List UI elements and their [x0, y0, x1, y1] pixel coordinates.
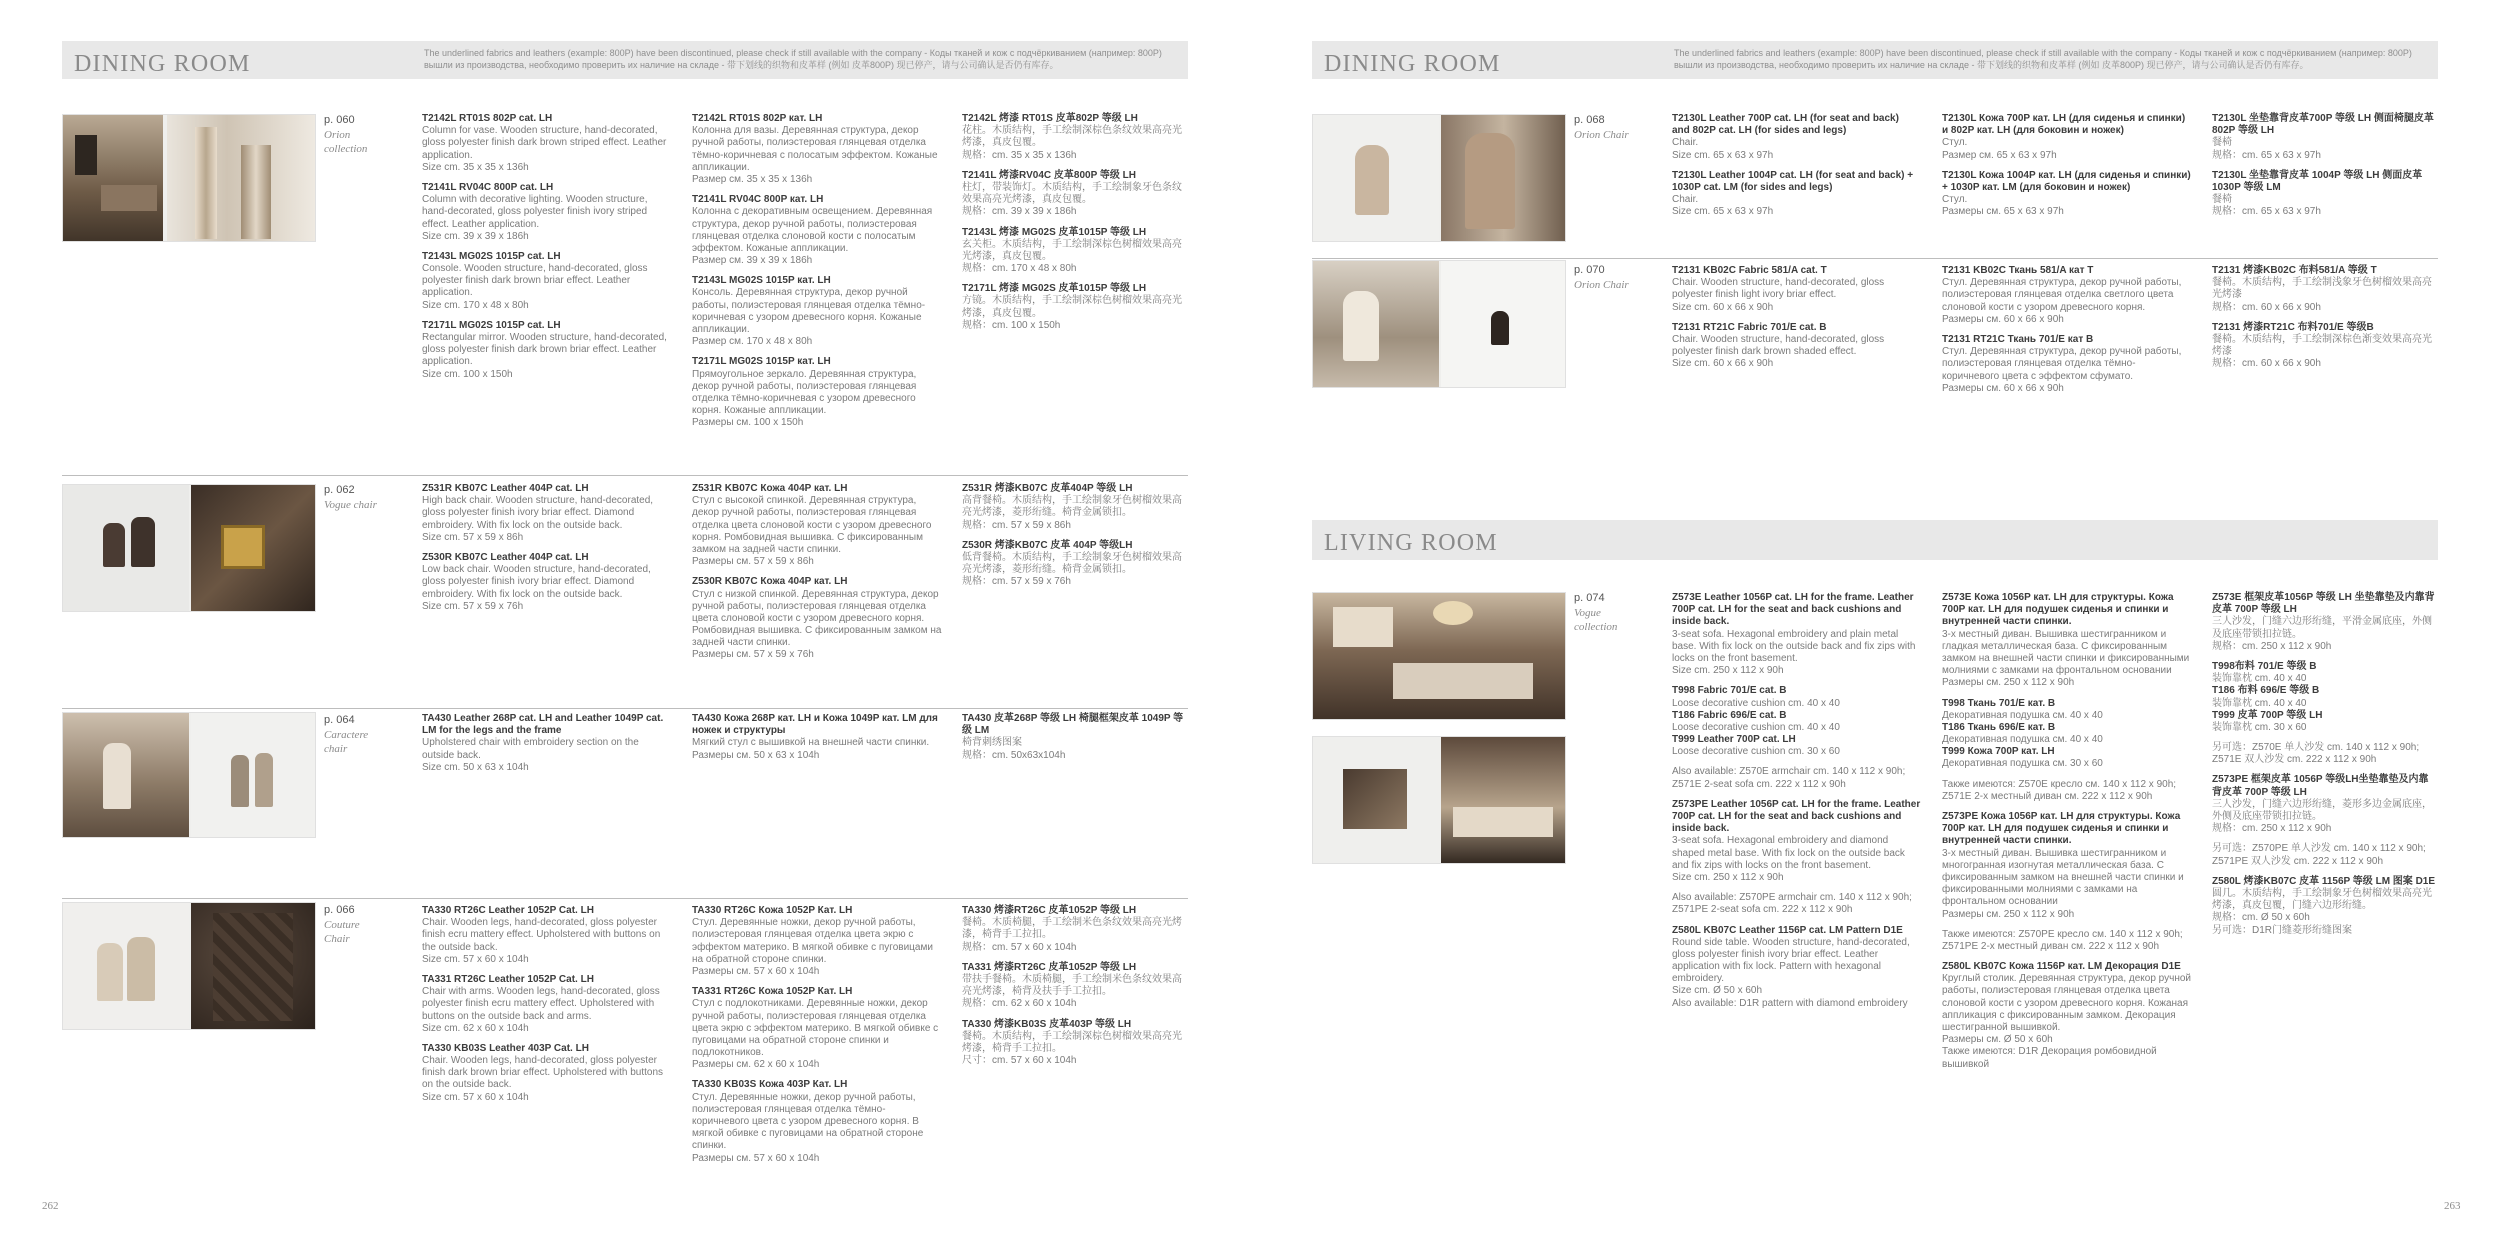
- english-column: TA430 Leather 268P cat. LH and Leather 1049P cat. LM for the legs and the frame Upholstered chair with embroidery section on the outside back. Size cm. 50 x 63 x 104h: [422, 713, 664, 773]
- discontinued-note: The underlined fabrics and leathers (example: 800P) have been discontinued, please check if still available with the company - Коды тканей и кож с подчёркиванием (например: 800P) вышли из производства, необходимо проверить их наличие на складе - 带下划线的织物和皮革样 (例如 皮革800P) 现已停产，请与公司确认是否仍有库存。: [424, 48, 1162, 70]
- section-header: [1312, 41, 2438, 79]
- english-column: T2130L Leather 700P cat. LH (for seat and back) and 802P cat. LH (for sides and legs) Chair. Size cm. 65 x 63 x 97h T2130L Leather 1004P cat. LH (for seat and back) + 1030P cat. LM (for sides and legs) Chair. Size cm. 65 x 63 x 97h: [1672, 113, 1914, 218]
- russian-column: T2130L Кожа 700P кат. LH (для сиденья и спинки) и 802P кат. LH (для боковин и ножек) Стул. Размер см. 65 x 63 x 97h T2130L Кожа 1004P кат. LH (для сиденья и спинки) + 1030P кат. LM (для боковин и ножек) Стул. Размеры см. 65 x 63 x 97h: [1942, 113, 2191, 218]
- divider: [62, 475, 1188, 476]
- english-column: T2142L RT01S 802P cat. LH Column for vase. Wooden structure, hand-decorated, gloss polyester finish dark brown striped effect. Leather application. Size cm. 35 x 35 x 136h T2141L RV04C 800P cat. LH Column with decorative lighting. Wooden structure, hand-decorated, gloss polyester finish ivory striped effect. Leather application. Size cm. 39 x 39 x 186h T2143L MG02S 1015P cat. LH Console. Wooden structure, hand-decorated, gloss polyester finish dark brown briar effect. Leather application. Size cm. 170 x 48 x 80h T2171L MG02S 1015P cat. LH Rectangular mirror. Wooden structure, hand-decorated, gloss polyester finish dark brown briar effect. Leather application. Size cm. 100 x 150h: [422, 113, 667, 380]
- collection-name: Caractere chair: [324, 729, 369, 755]
- collection-name: Vogue collection: [1574, 607, 1618, 633]
- section-title: LIVING ROOM: [1324, 530, 1498, 556]
- entry-ref: [324, 114, 384, 156]
- section-header: [62, 41, 1188, 79]
- page-ref: p. 066: [324, 904, 355, 916]
- entry-ref: [1574, 114, 1634, 143]
- russian-column: Z531R KB07C Кожа 404P кат. LH Стул с высокой спинкой. Деревянная структура, декор ручной работы, полиэстеровая глянцевая отделка цвета слоновой кости с узором древесного корня. Ромбовидная вышивка. С фиксированным замком на задней части спинки. Размеры см. 57 x 59 x 86h Z530R KB07C Кожа 404P кат. LH Стул с низкой спинкой. Деревянная структура, декор ручной работы, полиэстеровая глянцевая отделка цвета слоновой кости с узором древесного корня. Ромбовидная вышивка. С фиксированным замком на задней части спинки. Размеры см. 57 x 59 x 76h: [692, 483, 942, 661]
- section-title: DINING ROOM: [74, 51, 251, 77]
- russian-column: Z573E Кожа 1056P кат. LH для структуры. Кожа 700P кат. LH для подушек сиденья и спинки и внутренней части спинки. 3-х местный диван. Вышивка шестигранником и гладкая металлическая база. С фиксированным замком на внешней части спинки и фиксированными молниями с замками на фронтальном основании Размеры см. 250 x 112 x 90h T998 Ткань 701/E кат. B Декоративная подушка см. 40 x 40 T186 Ткань 696/E кат. B Декоративная подушка см. 40 x 40 T999 Кожа 700P кат. LH Декоративная подушка см. 30 x 60 Также имеются: Z570E кресло см. 140 x 112 x 90h; Z571E 2-х местный диван см. 222 x 112 x 90h Z573PE Кожа 1056P кат. LH для структуры. Кожа 700P кат. LH для подушек сиденья и спинки и внутренней части спинки. 3-х местный диван. Вышивка шестигранником и многогранная изогнутая металлическая база. С фиксированным замком на внешней части спинки и фиксированными молниями с замками на фронтальном основании Размеры см. 250 x 112 x 90h Также имеются: Z570PE кресло см. 140 x 112 x 90h; Z571PE 2-х местный диван см. 222 x 112 x 90h Z580L KB07C Кожа 1156P кат. LM Декорация D1E Круглый столик. Деревянная структура, декор ручной работы, полиэстеровая глянцевая отделка цвета слоновой кости с узором древесного корня. Кожаная аппликация с фиксированным замком. Декорация шестигранной вышивкой. Размеры см. Ø 50 x 60h Также имеются: D1R Декорация ромбовидной вышивкой: [1942, 592, 2192, 1070]
- russian-column: T2131 KB02C Ткань 581/A кат T Стул. Деревянная структура, декор ручной работы, полиэстеровая глянцевая отделка светлого цвета слоновой кости с узором древесного корня. Размеры см. 60 x 66 x 90h T2131 RT21C Ткань 701/E кат B Стул. Деревянная структура, декор ручной работы, полиэстеровая глянцевая отделка тёмно-коричневого цвета с эффектом сфумато. Размеры см. 60 x 66 x 90h: [1942, 265, 2182, 394]
- page-number: 262: [42, 1200, 59, 1212]
- product-photo-vogue-chair: [62, 484, 316, 612]
- page-ref: p. 064: [324, 714, 355, 726]
- entry-ref: [1574, 592, 1634, 634]
- russian-column: TA330 RT26C Кожа 1052P Кат. LH Стул. Деревянные ножки, декор ручной работы, полиэстеровая глянцевая отделка цвета экрю с эффектом материко. В мягкой обивке с пуговицами на обратной стороне спинки. Размеры см. 57 x 60 x 104h TA331 RT26C Кожа 1052P Кат. LH Стул с подлокотниками. Деревянные ножки, декор ручной работы, полиэстеровая глянцевая отделка цвета экрю с эффектом материко. В мягкой обивке с пуговицами на обратной стороне спинки и подлокотников. Размеры см. 62 x 60 x 104h TA330 KB03S Кожа 403P Кат. LH Стул. Деревянные ножки, декор ручной работы, полиэстеровая глянцевая отделка тёмно-коричневого цвета с узором древесного корня. В мягкой обивке с пуговицами на обратной стороне спинки. Размеры см. 57 x 60 x 104h: [692, 905, 939, 1164]
- product-photo-orion-chair-fabric: [1312, 260, 1566, 388]
- collection-name: Orion Chair: [1574, 129, 1629, 142]
- product-photo-caractere-chair: [62, 712, 316, 838]
- russian-column: T2142L RT01S 802P кат. LH Колонна для вазы. Деревянная структура, декор ручной работы, полиэстеровая глянцевая отделка тёмно-коричневая с полосатым эффектом. Кожаные аппликации. Размер см. 35 x 35 x 136h T2141L RV04C 800P кат. LH Колонна с декоративным освещением. Деревянная структура, декор ручной работы, полиэстеровая глянцевая отделка слоновой кости с полосатым эффектом. Кожаные аппликации. Размер см. 39 x 39 x 186h T2143L MG02S 1015P кат. LH Консоль. Деревянная структура, декор ручной работы, полиэстеровая глянцевая отделка тёмно-коричневая с узором древесного корня. Кожаные аппликации. Размер см. 170 x 48 x 80h T2171L MG02S 1015P кат. LH Прямоугольное зеркало. Деревянная структура, декор ручной работы, полиэстеровая глянцевая отделка тёмно-коричневая с узором древесного корня. Кожаные аппликации. Размеры см. 100 x 150h: [692, 113, 938, 429]
- english-column: Z531R KB07C Leather 404P cat. LH High back chair. Wooden structure, hand-decorated, gloss polyester finish ivory briar effect. Diamond embroidery. With fix lock on the outside back. Size cm. 57 x 59 x 86h Z530R KB07C Leather 404P cat. LH Low back chair. Wooden structure, hand-decorated, gloss polyester finish ivory briar effect. Diamond embroidery. With fix lock on the outside back. Size cm. 57 x 59 x 76h: [422, 483, 654, 612]
- page-ref: p. 062: [324, 484, 355, 496]
- chinese-column: TA430 皮革268P 等级 LH 椅腿框架皮革 1049P 等级 LM 椅背刺绣图案 规格：cm. 50x63x104h: [962, 713, 1184, 761]
- divider: [62, 708, 1188, 709]
- collection-name: Orion collection: [324, 129, 368, 155]
- english-column: Z573E Leather 1056P cat. LH for the frame. Leather 700P cat. LH for the seat and back cushions and inside back. 3-seat sofa. Hexagonal embroidery and plain metal base. With fix lock on the outside back and fix zips with locks on the front basement. Size cm. 250 x 112 x 90h T998 Fabric 701/E cat. B Loose decorative cushion cm. 40 x 40 T186 Fabric 696/E cat. B Loose decorative cushion cm. 40 x 40 T999 Leather 700P cat. LH Loose decorative cushion cm. 30 x 60 Also available: Z570E armchair cm. 140 x 112 x 90h; Z571E 2-seat sofa cm. 222 x 112 x 90h Z573PE Leather 1056P cat. LH for the frame. Leather 700P cat. LH for the seat and back cushions and inside back. 3-seat sofa. Hexagonal embroidery and diamond shaped metal base. With fix lock on the outside back and fix zips with locks on the front basement. Size cm. 250 x 112 x 90h Also available: Z570PE armchair cm. 140 x 112 x 90h; Z571PE 2-seat sofa cm. 222 x 112 x 90h Z580L KB07C Leather 1156P cat. LM Pattern D1E Round side table. Wooden structure, hand-decorated, gloss polyester finish ivory briar effect. Leather application with fix lock. Pattern with hexagonal embroidery. Size cm. Ø 50 x 60h Also available: D1R pattern with diamond embroidery: [1672, 592, 1921, 1009]
- divider: [62, 898, 1188, 899]
- english-column: TA330 RT26C Leather 1052P Cat. LH Chair. Wooden legs, hand-decorated, gloss polyester finish ecru mattery effect. Upholstered with buttons on the outside back. Size cm. 57 x 60 x 104h TA331 RT26C Leather 1052P Cat. LH Chair with arms. Wooden legs, hand-decorated, gloss polyester finish ecru mattery effect. Upholstered with buttons on the outside back and arms. Size cm. 62 x 60 x 104h TA330 KB03S Leather 403P Cat. LH Chair. Wooden legs, hand-decorated, gloss polyester finish dark brown briar effect. Upholstered with buttons on the outside back. Size cm. 57 x 60 x 104h: [422, 905, 664, 1103]
- russian-column: TA430 Кожа 268P кат. LH и Кожа 1049P кат. LM для ножек и структуры Мягкий стул с вышивкой на внешней части спинки. Размеры см. 50 x 63 x 104h: [692, 713, 938, 761]
- english-column: T2131 KB02C Fabric 581/A cat. T Chair. Wooden structure, hand-decorated, gloss polyester finish light ivory briar effect. Size cm. 60 x 66 x 90h T2131 RT21C Fabric 701/E cat. B Chair. Wooden structure, hand-decorated, gloss polyester finish dark brown shaded effect. Size cm. 60 x 66 x 90h: [1672, 265, 1885, 370]
- chinese-column: T2142L 烤漆 RT01S 皮革802P 等级 LH 花柱。木质结构，手工绘制深棕色条纹效果高亮光烤漆，真皮包覆。 规格：cm. 35 x 35 x 136h T2141L 烤漆RV04C 皮革800P 等级 LH 柱灯，带装饰灯。木质结构，手工绘制象牙色条纹效果高亮光烤漆，真皮包覆。 规格：cm. 39 x 39 x 186h T2143L 烤漆 MG02S 皮革1015P 等级 LH 玄关柜。木质结构，手工绘制深棕色树榴效果高亮光烤漆，真皮包覆。 规格：cm. 170 x 48 x 80h T2171L 烤漆 MG02S 皮革1015P 等级 LH 方镜。木质结构，手工绘制深棕色树榴效果高亮光烤漆，真皮包覆。 规格：cm. 100 x 150h: [962, 113, 1182, 331]
- product-photo-orion-collection: [62, 114, 316, 242]
- chinese-column: T2130L 坐垫靠背皮革700P 等级 LH 侧面椅腿皮革802P 等级 LH 餐椅 规格：cm. 65 x 63 x 97h T2130L 坐垫靠背皮革 1004P 等级 LH 侧面皮革1030P 等级 LM 餐椅 规格：cm. 65 x 63 x 97h: [2212, 113, 2434, 218]
- page-ref: p. 060: [324, 114, 355, 126]
- chinese-column: TA330 烤漆RT26C 皮革1052P 等级 LH 餐椅。木质椅腿，手工绘制米色条纹效果高亮光烤漆，椅背手工拉扣。 规格：cm. 57 x 60 x 104h TA331 烤漆RT26C 皮革1052P 等级 LH 带扶手餐椅。木质椅腿，手工绘制米色条纹效果高亮光烤漆，椅背及扶手手工拉扣。 规格：cm. 62 x 60 x 104h TA330 烤漆KB03S 皮革403P 等级 LH 餐椅。木质结构，手工绘制深棕色树榴效果高亮光烤漆，椅背手工拉扣。 尺寸：cm. 57 x 60 x 104h: [962, 905, 1182, 1067]
- page-ref: p. 070: [1574, 264, 1605, 276]
- collection-name: Orion Chair: [1574, 279, 1629, 292]
- chinese-column: T2131 烤漆KB02C 布料581/A 等级 T 餐椅。木质结构，手工绘制浅象牙色树榴效果高亮光烤漆 规格：cm. 60 x 66 x 90h T2131 烤漆RT21C 布料701/E 等级B 餐椅。木质结构，手工绘制深棕色渐变效果高亮光烤漆 规格：cm. 60 x 66 x 90h: [2212, 265, 2432, 370]
- product-photo-vogue-living-detail: [1312, 736, 1566, 864]
- chinese-column: Z531R 烤漆KB07C 皮革404P 等级 LH 高背餐椅。木质结构，手工绘制象牙色树榴效果高亮光烤漆，菱形绗缝。椅背金属锁扣。 规格：cm. 57 x 59 x 86h Z530R 烤漆KB07C 皮革 404P 等级LH 低背餐椅。木质结构，手工绘制象牙色树榴效果高亮光烤漆，菱形绗缝。椅背金属锁扣。 规格：cm. 57 x 59 x 76h: [962, 483, 1182, 588]
- section-title: DINING ROOM: [1324, 51, 1501, 77]
- product-photo-couture-chair: [62, 902, 316, 1030]
- entry-ref: [324, 714, 384, 756]
- section-header: [1312, 520, 2438, 560]
- page-ref: p. 068: [1574, 114, 1605, 126]
- entry-ref: [324, 484, 384, 513]
- product-photo-orion-chair: [1312, 114, 1566, 242]
- discontinued-note: The underlined fabrics and leathers (example: 800P) have been discontinued, please check if still available with the company - Коды тканей и кож с подчёркиванием (например: 800P) вышли из производства, необходимо проверить их наличие на складе - 带下划线的织物和皮革样 (例如 皮革800P) 现已停产，请与公司确认是否仍有库存。: [1674, 48, 2412, 70]
- page-ref: p. 074: [1574, 592, 1605, 604]
- collection-name: Couture Chair: [324, 919, 360, 945]
- chinese-column: Z573E 框架皮革1056P 等级 LH 坐垫靠垫及内靠背皮革 700P 等级 LH 三人沙发，门缝六边形绗缝，平滑金属底座，外侧及底座带锁扣拉链。 规格：cm. 250 x 112 x 90h T998布料 701/E 等级 B 装饰靠枕 cm. 40 x 40 T186 布料 696/E 等级 B 装饰靠枕 cm. 40 x 40 T999 皮革 700P 等级 LH 装饰靠枕 cm. 30 x 60 另可选：Z570E 单人沙发 cm. 140 x 112 x 90h; Z571E 双人沙发 cm. 222 x 112 x 90h Z573PE 框架皮革 1056P 等级LH坐垫靠垫及内靠背皮革 700P 等级 LH 三人沙发，门缝六边形绗缝，菱形多边金属底座，外侧及底座带锁扣拉链。 规格：cm. 250 x 112 x 90h 另可选：Z570PE 单人沙发 cm. 140 x 112 x 90h; Z571PE 双人沙发 cm. 222 x 112 x 90h Z580L 烤漆KB07C 皮革 1156P 等级 LM 图案 D1E 圆几。木质结构，手工绘制象牙色树榴效果高亮光烤漆，真皮包覆，门缝六边形绗缝。 规格：cm. Ø 50 x 60h 另可选：D1R门缝菱形绗缝图案: [2212, 592, 2436, 936]
- page-number: 263: [2444, 1200, 2461, 1212]
- divider: [1312, 258, 2438, 259]
- entry-ref: [324, 904, 384, 946]
- collection-name: Vogue chair: [324, 499, 377, 512]
- entry-ref: [1574, 264, 1634, 293]
- product-photo-vogue-living: [1312, 592, 1566, 720]
